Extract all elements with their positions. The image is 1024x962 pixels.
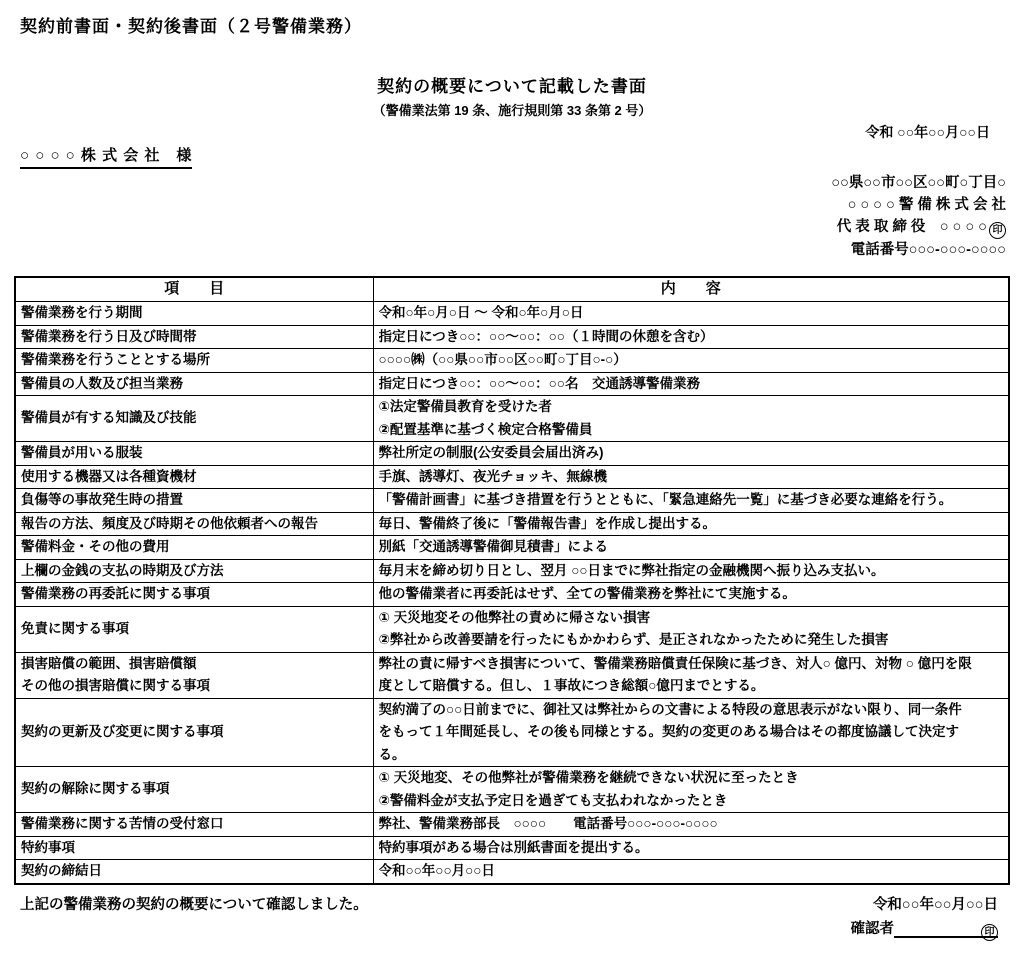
contract-summary-table-wrap	[14, 276, 1010, 885]
content-cell: ① 天災地変その他弊社の責めに帰さない損害 ②弊社から改善要請を行ったにもかかわらず、是正されなかったために発生した損害	[373, 606, 1009, 652]
table-row	[15, 396, 1009, 442]
content-cell: ①法定警備員教育を受けた者 ②配置基準に基づく検定合格警備員	[373, 396, 1009, 442]
sender-address: ○○県○○市○○区○○町○丁目○	[831, 175, 1006, 191]
item-cell: 損害賠償の範囲、損害賠償額 その他の損害賠償に関する事項	[15, 652, 373, 698]
content-cell: 指定日につき○○：○○～○○：○○名 交通誘導警備業務	[373, 372, 1009, 396]
content-cell: 弊社の責に帰すべき損害について、警備業務賠償責任保険に基づき、対人○ 億円、対物 ○ 億円を限 度として賠償する。但し、１事故につき総額○億円までとする。	[373, 652, 1009, 698]
content-cell: 令和○年○月○日 ～ 令和○年○月○日	[373, 302, 1009, 326]
content-cell: 弊社、警備業務部長 ○○○○ 電話番号○○○-○○○-○○○○	[373, 813, 1009, 837]
table-row	[15, 836, 1009, 860]
content-cell: 令和○○年○○月○○日	[373, 860, 1009, 884]
content-cell: 毎月末を締め切り日とし、翌月 ○○日までに弊社指定の金融機関へ振り込み支払い。	[373, 559, 1009, 583]
item-cell: 警備業務を行う期間	[15, 302, 373, 326]
content-cell: 別紙「交通誘導警備御見積書」による	[373, 536, 1009, 560]
content-column-header: 内 容	[373, 277, 1009, 302]
confirmation-statement: 上記の警備業務の契約の概要について確認しました。	[20, 897, 368, 913]
content-cell: 弊社所定の制服(公安委員会届出済み)	[373, 442, 1009, 466]
item-cell: 上欄の金銭の支払の時期及び方法	[15, 559, 373, 583]
document-legal-reference: （警備業法第 19 条、施行規則第 33 条第 2 号）	[372, 103, 652, 118]
item-cell: 警備業務を行うこととする場所	[15, 349, 373, 373]
sender-representative: 代 表 取 締 役 ○ ○ ○ ○ 印	[831, 216, 1006, 239]
document-date: 令和 ○○年○○月○○日	[865, 124, 990, 140]
item-cell: 警備員が有する知識及び技能	[15, 396, 373, 442]
item-cell: 免責に関する事項	[15, 606, 373, 652]
table-row	[15, 767, 1009, 813]
table-row	[15, 559, 1009, 583]
document-main-title: 契約前書面・契約後書面（２号警備業務）	[20, 17, 362, 36]
item-cell: 特約事項	[15, 836, 373, 860]
table-row	[15, 372, 1009, 396]
table-row	[15, 652, 1009, 698]
item-cell: 契約の解除に関する事項	[15, 767, 373, 813]
content-cell: ① 天災地変、その他弊社が警備業務を継続できない状況に至ったとき ②警備料金が支払予定日を過ぎても支払われなかったとき	[373, 767, 1009, 813]
sender-block	[831, 172, 1006, 261]
table-row	[15, 606, 1009, 652]
confirmation-block	[851, 893, 999, 941]
contract-summary-table	[14, 276, 1010, 885]
confirmer-signature-line	[894, 917, 998, 938]
item-column-header: 項 目	[15, 277, 373, 302]
content-cell: 契約満了の○○日前までに、御社又は弊社からの文書による特段の意思表示がない限り、同一条件 をもって１年間延長し、その後も同様とする。契約の変更のある場合はその都度協議して決定す る。	[373, 698, 1009, 767]
item-cell: 契約の締結日	[15, 860, 373, 884]
item-cell: 警備員が用いる服装	[15, 442, 373, 466]
item-cell: 警備料金・その他の費用	[15, 536, 373, 560]
item-cell: 負傷等の事故発生時の措置	[15, 489, 373, 513]
document-center-title: 契約の概要について記載した書面	[377, 77, 647, 96]
table-row	[15, 698, 1009, 767]
table-row	[15, 583, 1009, 607]
table-row	[15, 325, 1009, 349]
sender-company: ○ ○ ○ ○ 警 備 株 式 会 社	[847, 197, 1006, 213]
table-row	[15, 465, 1009, 489]
content-cell: 手旗、誘導灯、夜光チョッキ、無線機	[373, 465, 1009, 489]
table-row	[15, 442, 1009, 466]
item-cell: 警備業務の再委託に関する事項	[15, 583, 373, 607]
table-header-row	[15, 277, 1009, 302]
item-cell: 警備業務に関する苦情の受付窓口	[15, 813, 373, 837]
confirmer-row	[851, 917, 999, 941]
content-cell: 「警備計画書」に基づき措置を行うとともに、「緊急連絡先一覧」に基づき必要な連絡を行う。	[373, 489, 1009, 513]
table-row	[15, 536, 1009, 560]
confirmer-seal-icon: 印	[981, 924, 998, 941]
table-row	[15, 302, 1009, 326]
table-row	[15, 349, 1009, 373]
confirmation-date: 令和○○年○○月○○日	[872, 897, 998, 913]
company-seal-icon: 印	[989, 222, 1006, 239]
content-cell: 特約事項がある場合は別紙書面を提出する。	[373, 836, 1009, 860]
item-cell: 警備員の人数及び担当業務	[15, 372, 373, 396]
item-cell: 警備業務を行う日及び時間帯	[15, 325, 373, 349]
content-cell: ○○○○㈱（○○県○○市○○区○○町○丁目○-○）	[373, 349, 1009, 373]
sender-phone: 電話番号○○○-○○○-○○○○	[850, 242, 1006, 258]
contract-table-body	[15, 302, 1009, 884]
item-cell: 報告の方法、頻度及び時期その他依頼者への報告	[15, 512, 373, 536]
table-row	[15, 512, 1009, 536]
table-row	[15, 489, 1009, 513]
content-cell: 指定日につき○○：○○～○○：○○（１時間の休憩を含む）	[373, 325, 1009, 349]
confirmer-label: 確認者	[850, 921, 894, 937]
item-cell: 契約の更新及び変更に関する事項	[15, 698, 373, 767]
content-cell: 他の警備業者に再委託はせず、全ての警備業務を弊社にて実施する。	[373, 583, 1009, 607]
item-cell: 使用する機器又は各種資機材	[15, 465, 373, 489]
table-row	[15, 813, 1009, 837]
table-row	[15, 860, 1009, 884]
addressee-company-name: ○ ○ ○ ○ 株 式 会 社 様	[20, 144, 192, 169]
content-cell: 毎日、警備終了後に「警備報告書」を作成し提出する。	[373, 512, 1009, 536]
